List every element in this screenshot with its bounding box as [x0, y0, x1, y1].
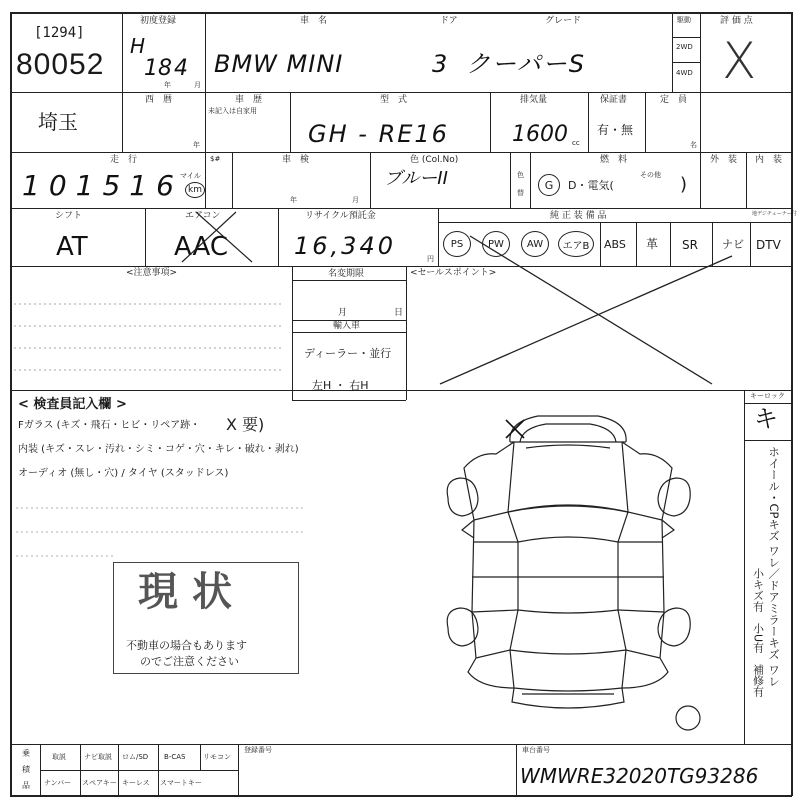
footer-item-plate: ナンバー	[44, 779, 72, 787]
caution-label: <注意事項>	[126, 268, 178, 278]
inspection-label: 車 検	[282, 155, 310, 165]
displacement-value: 1600	[512, 122, 568, 147]
equipment-dtv: DTV	[756, 238, 781, 252]
equipment-navi: ナビ	[722, 238, 744, 251]
footer-item-navi-manual: ナビ取説	[84, 753, 112, 761]
first-reg-era: H	[130, 34, 146, 58]
sales-point-label: <セールスポイント>	[410, 268, 497, 278]
displacement-label: 排気量	[520, 95, 548, 105]
tv-tuner-label: 地デジチューナー付	[752, 211, 797, 217]
chassis-number: WMWRE32020TG93286	[520, 764, 759, 788]
score-label: 評 価 点	[720, 16, 753, 26]
history-note: 未記入は自家用	[208, 107, 257, 115]
status-stamp-line2: のでご注意ください	[140, 655, 239, 668]
equipment-label: 純 正 装 備 品	[550, 211, 607, 221]
importer-value: ディーラー・並行	[304, 347, 392, 360]
load-label-1: 乗	[22, 749, 30, 758]
recycle-label: リサイクル預託金	[305, 211, 376, 221]
fuel-gasoline: G	[538, 174, 560, 196]
drive-2wd: 2WD	[676, 43, 693, 51]
equipment-leather: 革	[646, 237, 659, 251]
exterior-label: 外 装	[710, 155, 738, 165]
inspector-glass: Fガラス (キズ・飛石・ヒビ・リペア跡・	[18, 420, 201, 431]
displacement-unit: cc	[572, 139, 580, 147]
sales-label: $#	[210, 155, 221, 163]
drive-label: 駆動	[677, 16, 691, 24]
key-lock-value: キ	[754, 405, 778, 433]
lot-number: 80052	[16, 48, 105, 81]
minor-damage-notes: 小キズ有 小U有 補修有	[751, 568, 765, 698]
fuel-other: D・電気(	[568, 179, 614, 192]
name-change-day: 日	[394, 308, 404, 318]
key-lock-label: キーロック	[750, 392, 785, 400]
fuel-other-label: その他	[640, 171, 661, 179]
wheel-mirror-notes: ホイール・CPキズ ワレ／ドアミラーキズ ワレ	[767, 446, 782, 687]
shift-label: シフト	[55, 211, 83, 221]
first-reg-month: 4	[174, 56, 188, 81]
footer-item-rom-sd: ロム/SD	[122, 753, 149, 761]
first-reg-label: 初度登録	[140, 16, 177, 26]
status-stamp-line1: 不動車の場合もあります	[126, 639, 247, 652]
first-reg-year: 18	[144, 56, 172, 81]
inspection-month-unit: 月	[352, 196, 359, 204]
warranty-value: 有・無	[597, 123, 634, 137]
western-year-label: 西 暦	[145, 95, 173, 105]
lot-bracket: [1294]	[34, 25, 85, 41]
footer-item-smart-key: スマートキー	[160, 779, 202, 787]
drive-4wd: 4WD	[676, 69, 693, 77]
door-count: 3	[432, 50, 448, 78]
first-reg-year-unit: 年	[164, 81, 171, 89]
mileage-label: 走 行	[110, 155, 138, 165]
load-label-2: 積	[22, 765, 30, 774]
equipment-sr: SR	[682, 238, 698, 252]
interior-label: 内 装	[755, 155, 783, 165]
recycle-unit: 円	[427, 255, 434, 263]
color-value: ブルーII	[384, 168, 448, 189]
history-label: 車 歴	[235, 95, 263, 105]
name-change-month: 月	[338, 308, 348, 318]
car-damage-diagram	[438, 402, 698, 732]
western-year-unit: 年	[193, 141, 200, 149]
shift-value: AT	[56, 232, 88, 262]
first-reg-month-unit: 月	[194, 81, 201, 89]
color-change-2: 替	[517, 189, 524, 197]
importer-label: 輸入車	[333, 321, 361, 331]
door-label: ドア	[440, 16, 458, 26]
recycle-value: 16,340	[294, 232, 396, 260]
color-label: 色 (Col.No)	[410, 155, 459, 165]
footer-item-spare-key: スペアキー	[82, 779, 117, 787]
inspection-year-unit: 年	[290, 196, 297, 204]
equipment-ps: PS	[443, 231, 471, 257]
inspector-glass-mark: X 要)	[226, 415, 265, 434]
ac-value: AAC	[174, 232, 228, 262]
chassis-number-label: 車台番号	[522, 746, 550, 754]
grade-label: グレード	[545, 16, 582, 26]
registration-number-label: 登録番号	[244, 746, 272, 754]
inspector-title: < 検査員記入欄 >	[18, 397, 127, 412]
fuel-close: )	[680, 174, 688, 195]
warranty-label: 保証書	[600, 95, 628, 105]
status-stamp-title: 現状	[138, 569, 246, 615]
color-change-1: 色	[517, 171, 524, 179]
model-code: GH - RE16	[308, 120, 449, 148]
ac-label: エアコン	[185, 211, 221, 221]
equipment-abs: ABS	[604, 238, 626, 251]
steering-side: 左H ・ 右H	[312, 379, 369, 392]
inspector-interior: 内装 (キズ・スレ・汚れ・シミ・コゲ・穴・キレ・破れ・剥れ)	[18, 444, 299, 455]
capacity-label: 定 員	[660, 95, 688, 105]
score-mark: X	[722, 32, 757, 90]
capacity-unit: 名	[690, 141, 697, 149]
grade-value: クーパーS	[466, 50, 587, 78]
model-label: 型 式	[380, 95, 408, 105]
equipment-airbag: エアB	[558, 231, 594, 257]
mileage-unit-mile: マイル	[180, 172, 201, 180]
mileage-value: 101516	[22, 169, 183, 202]
name-change-label: 名変期限	[328, 269, 365, 279]
footer-item-bcas: B-CAS	[164, 753, 186, 761]
mileage-unit-km: km	[185, 182, 205, 198]
region: 埼玉	[38, 110, 78, 134]
car-name-label: 車 名	[300, 16, 328, 26]
car-name: BMW MINI	[214, 50, 344, 78]
footer-item-manual: 取説	[52, 753, 66, 761]
fuel-label: 燃 料	[600, 155, 628, 165]
equipment-aw: AW	[521, 231, 549, 257]
equipment-pw: PW	[482, 231, 510, 257]
inspector-audio: オーディオ (無し・穴) / タイヤ (スタッドレス)	[18, 468, 229, 479]
load-label-3: 品	[22, 781, 30, 790]
footer-item-keyless: キーレス	[122, 779, 150, 787]
footer-item-remote: リモコン	[203, 753, 231, 761]
